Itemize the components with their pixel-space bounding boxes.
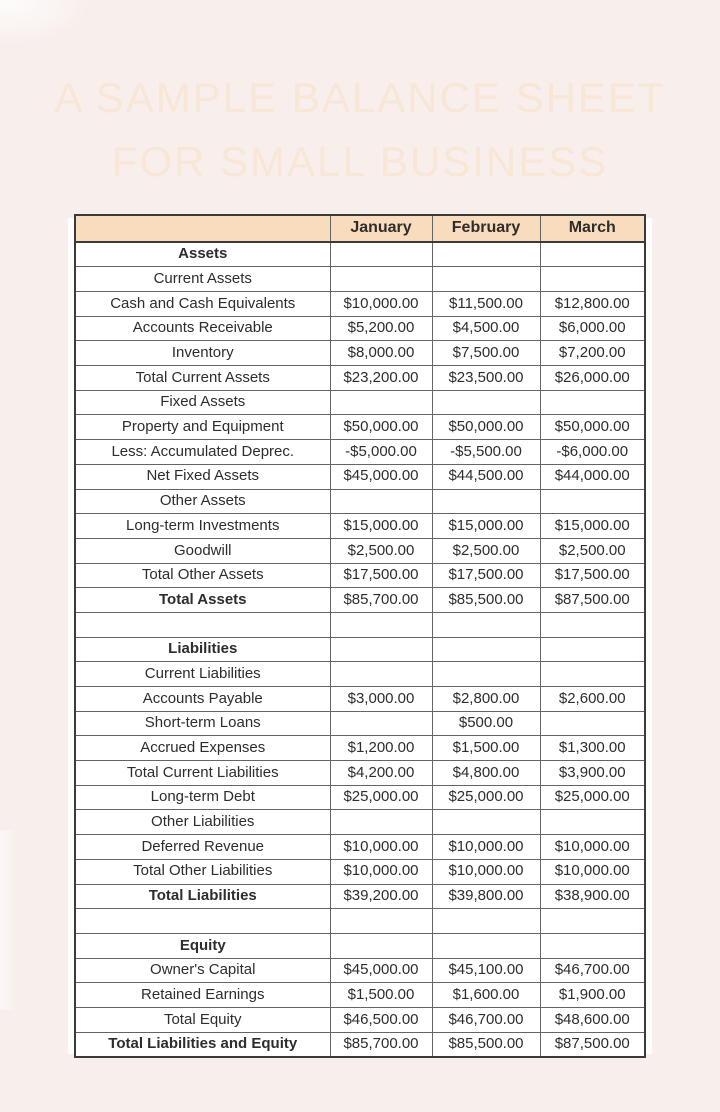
cell-value	[330, 390, 432, 415]
cell-value	[432, 909, 540, 934]
table-row	[75, 785, 645, 810]
cell-value: $7,200.00	[540, 341, 645, 366]
table-row	[75, 341, 645, 366]
cell-value: $1,500.00	[432, 736, 540, 761]
header-row	[75, 215, 645, 242]
cell-value: $4,800.00	[432, 761, 540, 786]
cell-value: $3,900.00	[540, 761, 645, 786]
page-title-line1: A SAMPLE BALANCE SHEET	[54, 74, 666, 121]
row-label: Less: Accumulated Deprec.	[75, 440, 330, 465]
table-row	[75, 514, 645, 539]
cell-value	[432, 662, 540, 687]
cell-value: $500.00	[432, 711, 540, 736]
cell-value	[330, 267, 432, 292]
cell-value	[432, 933, 540, 958]
table-row	[75, 909, 645, 934]
page-title-line2: FOR SMALL BUSINESS	[111, 138, 609, 185]
table-row	[75, 1032, 645, 1057]
cell-value	[540, 242, 645, 267]
cell-value	[540, 267, 645, 292]
table-body	[75, 242, 645, 1058]
table-row	[75, 884, 645, 909]
table-row	[75, 1007, 645, 1032]
cell-value: $85,700.00	[330, 588, 432, 613]
cell-value: $1,200.00	[330, 736, 432, 761]
table-row	[75, 390, 645, 415]
row-label: Total Equity	[75, 1007, 330, 1032]
row-label: Total Liabilities and Equity	[75, 1032, 330, 1057]
cell-value: $44,000.00	[540, 464, 645, 489]
cell-value	[330, 909, 432, 934]
table-row	[75, 662, 645, 687]
table-row	[75, 835, 645, 860]
cell-value	[432, 612, 540, 637]
row-label: Current Liabilities	[75, 662, 330, 687]
cell-value: $15,000.00	[432, 514, 540, 539]
cell-value: $8,000.00	[330, 341, 432, 366]
table-row	[75, 415, 645, 440]
table-row	[75, 637, 645, 662]
cell-value: $1,900.00	[540, 983, 645, 1008]
cell-value: $46,700.00	[432, 1007, 540, 1032]
cell-value: $46,500.00	[330, 1007, 432, 1032]
cell-value: $17,500.00	[330, 563, 432, 588]
row-label: Long-term Investments	[75, 514, 330, 539]
cell-value	[432, 390, 540, 415]
cell-value	[432, 810, 540, 835]
cell-value: $11,500.00	[432, 292, 540, 317]
cell-value: $50,000.00	[540, 415, 645, 440]
table-row	[75, 538, 645, 563]
cell-value: $5,200.00	[330, 316, 432, 341]
cell-value: $48,600.00	[540, 1007, 645, 1032]
cell-value: $1,500.00	[330, 983, 432, 1008]
row-label: Equity	[75, 933, 330, 958]
table-row	[75, 316, 645, 341]
cell-value: $25,000.00	[330, 785, 432, 810]
cell-value: $1,300.00	[540, 736, 645, 761]
cell-value	[330, 489, 432, 514]
cell-value: $17,500.00	[540, 563, 645, 588]
cell-value: $4,200.00	[330, 761, 432, 786]
cell-value	[540, 810, 645, 835]
header-cell-blank	[75, 215, 330, 242]
row-label	[75, 612, 330, 637]
cell-value: $38,900.00	[540, 884, 645, 909]
cell-value: $45,000.00	[330, 958, 432, 983]
row-label: Cash and Cash Equivalents	[75, 292, 330, 317]
cell-value: $87,500.00	[540, 588, 645, 613]
table-row	[75, 859, 645, 884]
row-label: Accrued Expenses	[75, 736, 330, 761]
table-row	[75, 242, 645, 267]
cell-value: $6,000.00	[540, 316, 645, 341]
table-row	[75, 983, 645, 1008]
header-cell-february: February	[432, 215, 540, 242]
table-row	[75, 464, 645, 489]
row-label: Goodwill	[75, 538, 330, 563]
cell-value: $10,000.00	[540, 835, 645, 860]
cell-value	[432, 489, 540, 514]
cell-value: $25,000.00	[432, 785, 540, 810]
cell-value: $23,200.00	[330, 366, 432, 391]
cell-value	[330, 810, 432, 835]
cell-value: $45,000.00	[330, 464, 432, 489]
row-label: Current Assets	[75, 267, 330, 292]
row-label: Other Liabilities	[75, 810, 330, 835]
cell-value	[330, 933, 432, 958]
cell-value: $10,000.00	[432, 859, 540, 884]
cell-value: $46,700.00	[540, 958, 645, 983]
table-row	[75, 366, 645, 391]
row-label	[75, 909, 330, 934]
row-label: Assets	[75, 242, 330, 267]
cell-value: $10,000.00	[330, 292, 432, 317]
cell-value: $10,000.00	[330, 859, 432, 884]
cell-value	[330, 711, 432, 736]
cell-value	[330, 242, 432, 267]
row-label: Total Current Liabilities	[75, 761, 330, 786]
table-row	[75, 563, 645, 588]
row-label: Deferred Revenue	[75, 835, 330, 860]
cell-value: -$5,000.00	[330, 440, 432, 465]
cell-value	[540, 909, 645, 934]
table-row	[75, 711, 645, 736]
cell-value: $1,600.00	[432, 983, 540, 1008]
row-label: Property and Equipment	[75, 415, 330, 440]
cell-value	[540, 612, 645, 637]
cell-value: $12,800.00	[540, 292, 645, 317]
table-row	[75, 736, 645, 761]
header-cell-march: March	[540, 215, 645, 242]
table-row	[75, 588, 645, 613]
cell-value: $10,000.00	[330, 835, 432, 860]
row-label: Total Other Liabilities	[75, 859, 330, 884]
cell-value: $26,000.00	[540, 366, 645, 391]
cell-value: -$6,000.00	[540, 440, 645, 465]
cell-value: $45,100.00	[432, 958, 540, 983]
cell-value: $2,500.00	[432, 538, 540, 563]
table-row	[75, 761, 645, 786]
cell-value: $7,500.00	[432, 341, 540, 366]
cell-value	[540, 711, 645, 736]
page-title	[0, 66, 720, 194]
table-header	[75, 215, 645, 242]
cell-value: $2,600.00	[540, 687, 645, 712]
cell-value: $39,200.00	[330, 884, 432, 909]
row-label: Short-term Loans	[75, 711, 330, 736]
scan-light-artifact-left	[0, 830, 16, 1010]
row-label: Total Current Assets	[75, 366, 330, 391]
cell-value	[432, 637, 540, 662]
cell-value: $85,500.00	[432, 588, 540, 613]
cell-value: $85,700.00	[330, 1032, 432, 1057]
table-row	[75, 489, 645, 514]
cell-value: $44,500.00	[432, 464, 540, 489]
scan-light-artifact	[0, 0, 90, 46]
cell-value: $2,800.00	[432, 687, 540, 712]
table-row	[75, 292, 645, 317]
cell-value	[540, 489, 645, 514]
cell-value: $10,000.00	[432, 835, 540, 860]
row-label: Accounts Payable	[75, 687, 330, 712]
row-label: Fixed Assets	[75, 390, 330, 415]
cell-value: $4,500.00	[432, 316, 540, 341]
cell-value: $2,500.00	[540, 538, 645, 563]
table-row	[75, 810, 645, 835]
table-panel	[68, 218, 652, 1054]
cell-value	[432, 267, 540, 292]
row-label: Long-term Debt	[75, 785, 330, 810]
cell-value: -$5,500.00	[432, 440, 540, 465]
cell-value	[540, 933, 645, 958]
row-label: Total Assets	[75, 588, 330, 613]
row-label: Net Fixed Assets	[75, 464, 330, 489]
table-row	[75, 933, 645, 958]
row-label: Liabilities	[75, 637, 330, 662]
cell-value: $25,000.00	[540, 785, 645, 810]
table-row	[75, 612, 645, 637]
cell-value	[330, 612, 432, 637]
cell-value: $15,000.00	[330, 514, 432, 539]
cell-value: $10,000.00	[540, 859, 645, 884]
header-cell-january: January	[330, 215, 432, 242]
table-row	[75, 440, 645, 465]
cell-value	[330, 662, 432, 687]
cell-value: $39,800.00	[432, 884, 540, 909]
row-label: Retained Earnings	[75, 983, 330, 1008]
cell-value: $15,000.00	[540, 514, 645, 539]
row-label: Total Liabilities	[75, 884, 330, 909]
cell-value: $23,500.00	[432, 366, 540, 391]
table-row	[75, 958, 645, 983]
table-row	[75, 687, 645, 712]
cell-value: $17,500.00	[432, 563, 540, 588]
row-label: Owner's Capital	[75, 958, 330, 983]
cell-value	[540, 637, 645, 662]
cell-value: $50,000.00	[432, 415, 540, 440]
cell-value: $85,500.00	[432, 1032, 540, 1057]
cell-value	[540, 662, 645, 687]
row-label: Total Other Assets	[75, 563, 330, 588]
row-label: Other Assets	[75, 489, 330, 514]
table-row	[75, 267, 645, 292]
row-label: Accounts Receivable	[75, 316, 330, 341]
cell-value: $2,500.00	[330, 538, 432, 563]
cell-value: $3,000.00	[330, 687, 432, 712]
cell-value	[540, 390, 645, 415]
cell-value: $50,000.00	[330, 415, 432, 440]
cell-value	[432, 242, 540, 267]
row-label: Inventory	[75, 341, 330, 366]
cell-value	[330, 637, 432, 662]
balance-sheet-table	[74, 214, 646, 1059]
cell-value: $87,500.00	[540, 1032, 645, 1057]
